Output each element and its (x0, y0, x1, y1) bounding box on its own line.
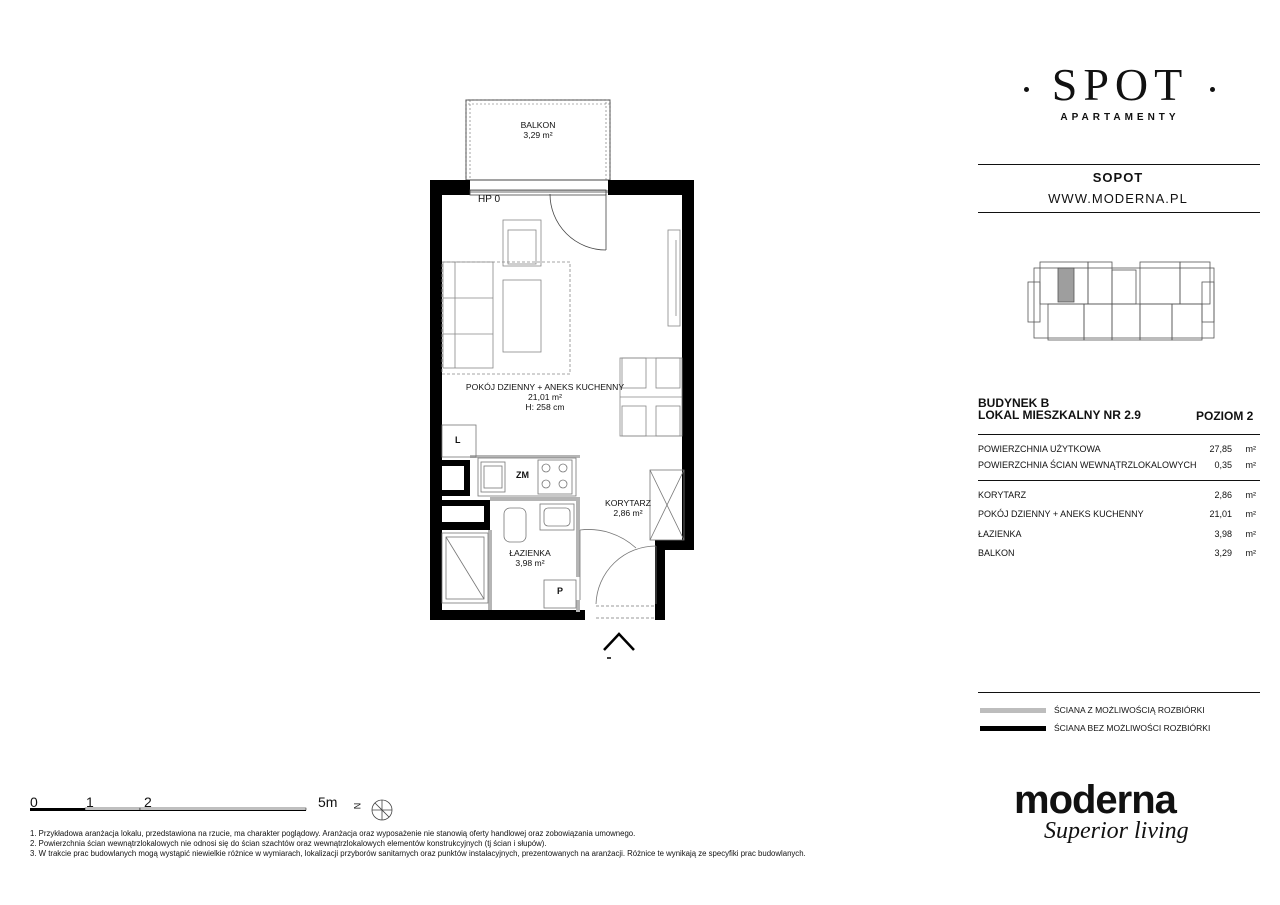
room-value: 3,98 (1214, 529, 1232, 539)
hallway-area: 2,86 m² (613, 508, 643, 518)
balcony-name: BALKON (520, 120, 556, 130)
moderna-logo: moderna (1014, 778, 1176, 822)
washer-tag: ZM (516, 470, 529, 480)
room-unit: m² (1245, 529, 1256, 539)
living-room-height: H: 258 cm (525, 402, 565, 412)
balcony-label (496, 120, 580, 140)
scale-tick-5: 5m (318, 794, 338, 810)
area-label: POWIERZCHNIA UŻYTKOWA (978, 444, 1101, 454)
room-label: ŁAZIENKA (978, 529, 1022, 539)
room-label: POKÓJ DZIENNY + ANEKS KUCHENNY (978, 509, 1144, 519)
north-label: N (352, 802, 363, 810)
hp-label: HP 0 (478, 194, 501, 205)
note-1: 1. Przykładowa aranżacja lokalu, przedstawiona na rzucie, ma charakter poglądowy. Aranżacja oraz wyposażenie nie stanowią oferty handlowej oraz zobowiązania umownego. (30, 829, 636, 838)
notes (30, 829, 806, 859)
area-value: 27,85 (1209, 444, 1232, 454)
city: SOPOT (1092, 170, 1144, 185)
note-2: 2. Powierzchnia ścian wewnątrzlokalowych nie odnosi się do ścian szachtów oraz wewnątrzlokalowych elementów konstrukcyjnych (tj ścian i słupów). (30, 839, 547, 848)
level-label: POZIOM 2 (1196, 409, 1254, 423)
room-value: 2,86 (1214, 490, 1232, 500)
area-row (978, 444, 1260, 458)
hallway-name: KORYTARZ (605, 498, 651, 508)
scale-tick-2: 2 (144, 794, 152, 810)
room-unit: m² (1245, 548, 1256, 558)
legend-partition-label: ŚCIANA Z MOŻLIWOŚCIĄ ROZBIÓRKI (1054, 705, 1205, 715)
brand-title: SPOT (1051, 59, 1189, 110)
fridge-tag: L (455, 435, 461, 445)
living-room-label (440, 382, 650, 412)
area-unit: m² (1245, 444, 1256, 454)
key-plan (1028, 262, 1214, 340)
room-label: KORYTARZ (978, 490, 1027, 500)
room-row (978, 548, 1260, 562)
bathroom-label (500, 548, 560, 568)
room-unit: m² (1245, 509, 1256, 519)
bathroom-name: ŁAZIENKA (509, 548, 551, 558)
unit-label: LOKAL MIESZKALNY NR 2.9 (978, 408, 1141, 422)
note-3: 3. W trakcie prac budowlanych mogą wystąpić niewielkie różnice w wymiarach, lokalizacji przyborów sanitarnych oraz punktów instalacyjnych, prezentowanych na aranżacji. Różnice te wynikają ze specyfiki prac budowlanych. (30, 849, 806, 858)
area-label: POWIERZCHNIA ŚCIAN WEWNĄTRZLOKALOWYCH (978, 460, 1197, 470)
website-link[interactable]: WWW.MODERNA.PL (1048, 191, 1188, 206)
area-unit: m² (1245, 460, 1256, 470)
legend-loadbearing-swatch (980, 726, 1046, 731)
balcony (466, 100, 610, 180)
area-row (978, 460, 1260, 474)
unit-heading (978, 397, 1141, 421)
scale-tick-0: 0 (30, 794, 38, 810)
room-row (978, 529, 1260, 543)
balcony-area: 3,29 m² (523, 130, 553, 140)
scale-tick-1: 1 (86, 794, 94, 810)
brand-dot-right (1210, 87, 1215, 92)
bathroom-area: 3,98 m² (515, 558, 545, 568)
brand-subtitle: APARTAMENTY (1060, 112, 1180, 123)
entrance-arrow-icon (604, 634, 634, 658)
room-label: BALKON (978, 548, 1015, 558)
area-value: 0,35 (1214, 460, 1232, 470)
moderna-tagline: Superior living (1044, 818, 1189, 844)
hallway-label (598, 498, 658, 518)
building-label: BUDYNEK B (978, 396, 1050, 410)
room-value: 21,01 (1209, 509, 1232, 519)
scale-bar (30, 808, 306, 811)
room-row (978, 509, 1260, 523)
living-room-area: 21,01 m² (528, 392, 562, 402)
north-arrow-icon (372, 800, 392, 820)
legend-loadbearing-label: ŚCIANA BEZ MOŻLIWOŚCI ROZBIÓRKI (1054, 723, 1211, 733)
room-value: 3,29 (1214, 548, 1232, 558)
closet-tag: P (557, 586, 564, 596)
legend-partition-swatch (980, 708, 1046, 713)
room-unit: m² (1245, 490, 1256, 500)
room-row (978, 490, 1260, 504)
living-room-name: POKÓJ DZIENNY + ANEKS KUCHENNY (465, 382, 625, 392)
